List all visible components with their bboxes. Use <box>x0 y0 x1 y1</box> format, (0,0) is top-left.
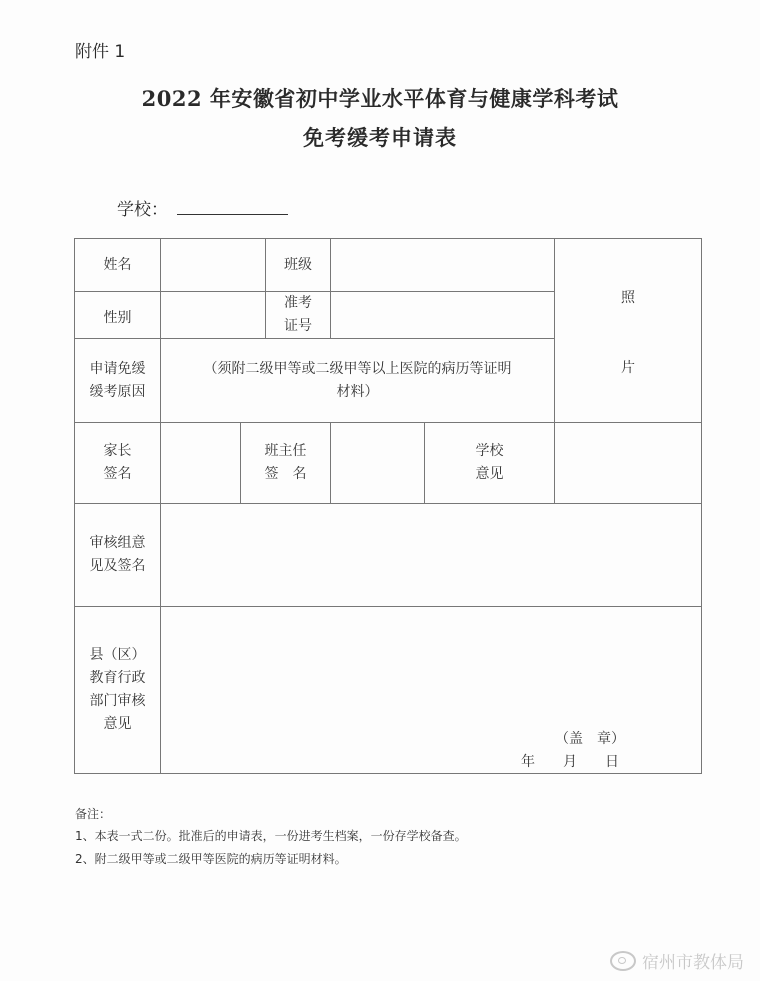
class-label: 班级 <box>284 256 312 273</box>
note-item: 1、本表一式二份。批准后的申请表，一份进考生档案，一份存学校备查。 <box>75 829 467 843</box>
watermark-text: 宿州市教体局 <box>642 953 744 973</box>
teacher-signature-label <box>241 423 330 503</box>
review-group-label <box>75 504 160 606</box>
county-review-line3: 部门审核 <box>89 693 146 709</box>
county-review-line4: 意见 <box>103 716 132 732</box>
seal-label: （盖 章） <box>555 731 625 747</box>
exam-id-field[interactable] <box>331 292 554 338</box>
reason-label <box>75 339 160 422</box>
table-border <box>701 238 702 774</box>
class-field[interactable] <box>331 239 554 291</box>
document-title: 2022 年安徽省初中学业水平体育与健康学科考试 <box>141 86 619 111</box>
name-label: 姓名 <box>103 256 132 273</box>
reason-hint-line2: 材料） <box>336 383 379 400</box>
parent-signature-field[interactable] <box>161 423 240 503</box>
exam-id-label-line2: 证号 <box>284 318 312 334</box>
county-review-line2: 教育行政 <box>89 670 146 686</box>
date-label: 年 月 日 <box>521 754 619 770</box>
exam-id-label <box>266 292 330 338</box>
photo-label-line2: 片 <box>621 360 635 376</box>
document-subtitle: 免考缓考申请表 <box>303 125 457 150</box>
reason-hint-line1: （须附二级甲等或二级甲等以上医院的病历等证明 <box>203 360 512 377</box>
school-opinion-label <box>425 423 554 503</box>
table-border <box>74 773 702 774</box>
review-group-field[interactable] <box>161 504 701 606</box>
county-review-line1: 县（区） <box>89 647 146 663</box>
parent-signature-line1: 家长 <box>103 443 132 459</box>
school-opinion-line1: 学校 <box>475 443 504 459</box>
review-group-line2: 见及签名 <box>89 558 146 574</box>
gender-label: 性别 <box>103 309 132 326</box>
review-group-line1: 审核组意 <box>89 535 146 551</box>
name-field[interactable] <box>161 239 265 291</box>
county-review-label <box>75 607 160 773</box>
watermark <box>610 948 744 973</box>
photo-label-line1: 照 <box>621 290 635 306</box>
note-item: 2、附二级甲等或二级甲等医院的病历等证明材料。 <box>75 852 347 866</box>
school-opinion-line2: 意见 <box>475 466 504 482</box>
reason-label-line2: 缓考原因 <box>89 383 146 400</box>
school-opinion-field[interactable] <box>555 423 701 503</box>
exam-id-label-line1: 准考 <box>284 295 312 311</box>
teacher-signature-line2: 签 名 <box>264 466 307 482</box>
weibo-icon <box>610 951 636 971</box>
county-review-field[interactable] <box>161 607 701 773</box>
notes-heading: 备注： <box>75 807 112 821</box>
school-label: 学校： <box>117 200 168 220</box>
reason-label-line1: 申请免缓 <box>89 360 146 377</box>
gender-field[interactable] <box>161 292 265 338</box>
attachment-label: 附件 1 <box>75 42 126 62</box>
teacher-signature-line1: 班主任 <box>264 443 307 459</box>
parent-signature-line2: 签名 <box>103 466 132 482</box>
parent-signature-label <box>75 423 160 503</box>
reason-field[interactable] <box>161 339 554 422</box>
photo-box[interactable] <box>555 239 701 422</box>
teacher-signature-field[interactable] <box>331 423 424 503</box>
school-input-line[interactable] <box>177 214 288 215</box>
